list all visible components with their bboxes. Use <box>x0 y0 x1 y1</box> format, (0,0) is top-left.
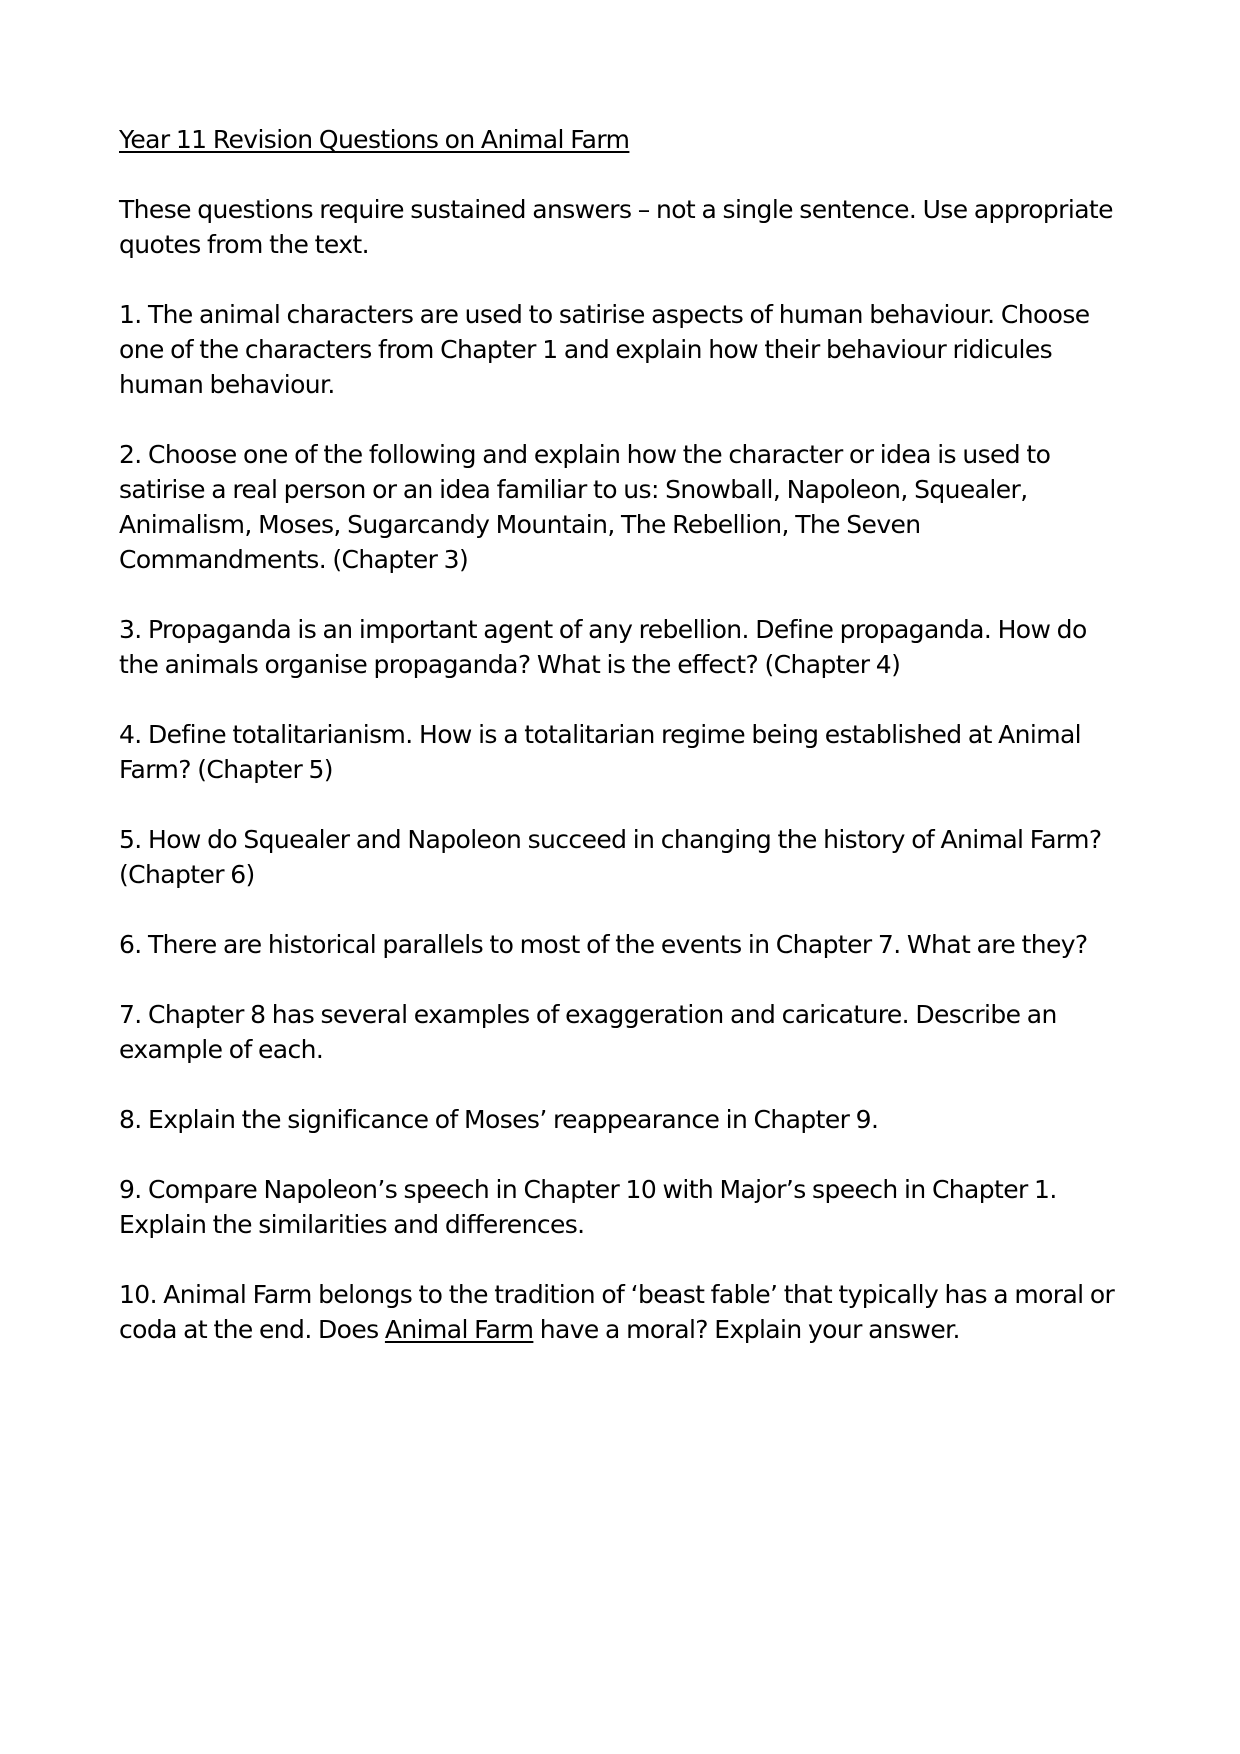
document-body <box>119 122 1129 1382</box>
intro-paragraph: These questions require sustained answers – not a single sentence. Use appropriate quotes from the text. <box>119 195 1113 259</box>
question-7: 7. Chapter 8 has several examples of exaggeration and caricature. Describe an example of each. <box>119 1000 1057 1064</box>
question-10-book-title: Animal Farm <box>384 1315 534 1344</box>
question-5: 5. How do Squealer and Napoleon succeed in changing the history of Animal Farm? (Chapter 6) <box>119 825 1102 889</box>
question-8: 8. Explain the significance of Moses’ reappearance in Chapter 9. <box>119 1105 879 1134</box>
question-4: 4. Define totalitarianism. How is a totalitarian regime being established at Animal Farm? (Chapter 5) <box>119 720 1082 784</box>
question-10 <box>119 1277 1129 1347</box>
question-10-text-end: have a moral? Explain your answer. <box>533 1315 960 1344</box>
document-title: Year 11 Revision Questions on Animal Farm <box>119 125 630 154</box>
question-2: 2. Choose one of the following and explain how the character or idea is used to satirise a real person or an idea familiar to us: Snowball, Napoleon, Squealer, Animalism, Moses, Sugarcandy Mountain, The Rebellion, The Seven Commandments. (Chapter 3) <box>119 440 1051 574</box>
question-3: 3. Propaganda is an important agent of any rebellion. Define propaganda. How do the animals organise propaganda? What is the effect? (Chapter 4) <box>119 615 1087 679</box>
question-1: 1. The animal characters are used to satirise aspects of human behaviour. Choose one of the characters from Chapter 1 and explain how their behaviour ridicules human behaviour. <box>119 300 1090 399</box>
question-9: 9. Compare Napoleon’s speech in Chapter 10 with Major’s speech in Chapter 1. Explain the similarities and differences. <box>119 1175 1057 1239</box>
question-6: 6. There are historical parallels to most of the events in Chapter 7. What are they? <box>119 930 1088 959</box>
question-10-text-start: 10. Animal Farm belongs to the tradition of ‘beast fable’ that typically has a moral or coda at the end. Does <box>119 1280 1115 1344</box>
